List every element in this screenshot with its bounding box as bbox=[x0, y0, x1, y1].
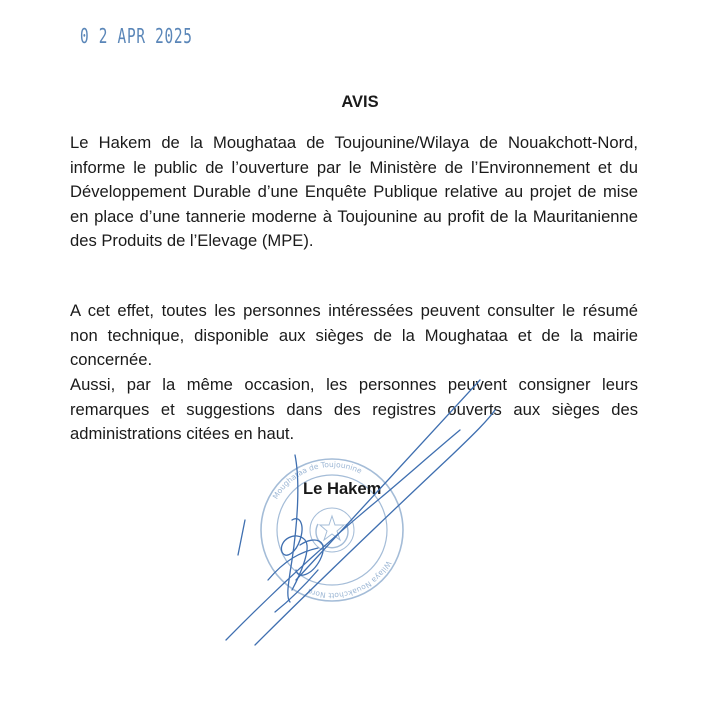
paragraph-registers: Aussi, par la même occasion, les personnes peuvent consigner leurs remarques et suggestions dans des registres ouverts aux sièges des administrations citées en haut. bbox=[70, 375, 638, 444]
paragraph-consultation: A cet effet, toutes les personnes intéressées peuvent consulter le résumé non technique, disponible aux sièges de la Moughataa et de la mairie concernée. bbox=[70, 301, 638, 370]
paragraph-announcement: Le Hakem de la Moughataa de Toujounine/Wilaya de Nouakchott-Nord, informe le public de l’ouverture par le Ministère de l’Environnement et du Développement Durable d’une Enquête Publique relative au projet de mise en place d’une tannerie moderne à Toujounine au profit de la Mauritanienne des Produits de l’Elevage (MPE). bbox=[70, 133, 638, 251]
date-stamp: 0 2 APR 2025 bbox=[80, 24, 193, 48]
signatory-label: Le Hakem bbox=[303, 479, 382, 498]
document-title: AVIS bbox=[341, 93, 379, 111]
seal-text-inner: Wilaya Nouakchott Nord bbox=[306, 559, 394, 601]
seal-text-outer: Moughataa de Toujounine bbox=[270, 459, 364, 501]
